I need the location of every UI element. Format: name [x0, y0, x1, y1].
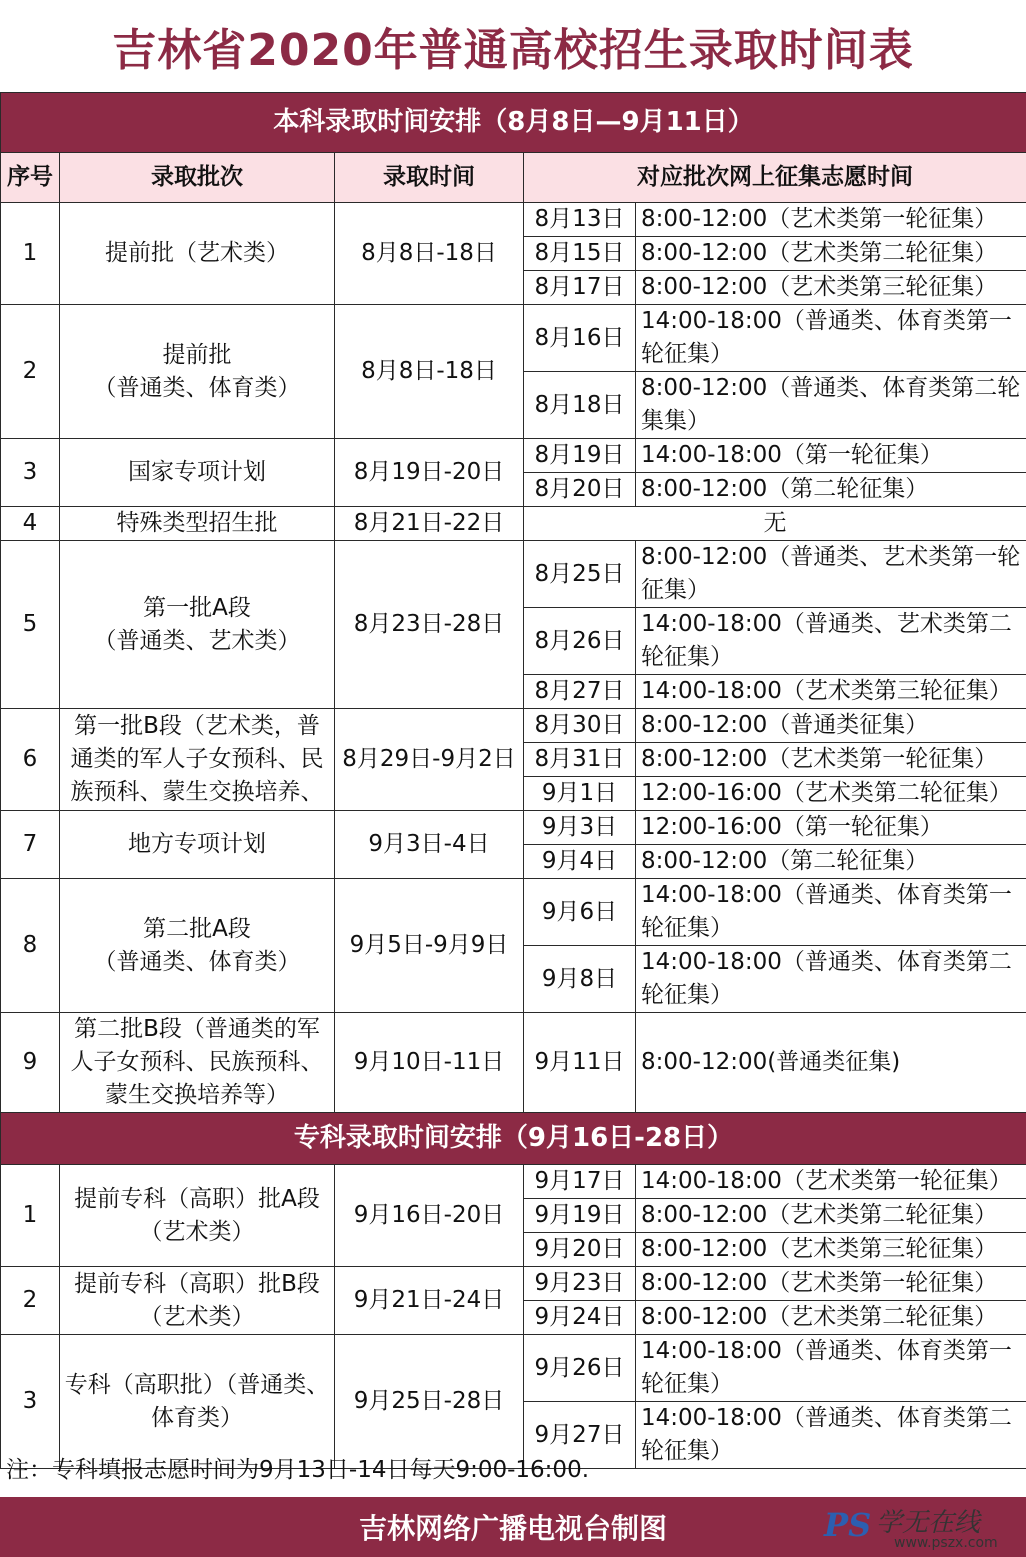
undergrad-banner-row	[1, 93, 1026, 153]
sub-detail: 8:00-12:00（普通类征集）	[636, 709, 1026, 743]
table-header-row	[1, 153, 1026, 203]
row-no: 5	[1, 541, 60, 709]
sub-date: 9月17日	[524, 1165, 636, 1199]
sub-date: 9月23日	[524, 1267, 636, 1301]
sub-date: 9月6日	[524, 879, 636, 946]
row-batch-line2: （普通类、体育类）	[93, 948, 301, 975]
row-batch: 提前批（艺术类）	[60, 203, 335, 305]
sub-detail: 8:00-12:00(普通类征集)	[636, 1013, 1026, 1113]
table-row	[1, 203, 1026, 237]
sub-detail: 8:00-12:00（艺术类第二轮征集）	[636, 1301, 1026, 1335]
sub-date: 8月15日	[524, 237, 636, 271]
row-time: 8月8日-18日	[335, 203, 524, 305]
watermark-text: 学无在线	[876, 1508, 981, 1538]
table-row	[1, 507, 1026, 541]
sub-date: 8月18日	[524, 372, 636, 439]
sub-detail: 8:00-12:00（艺术类第一轮征集）	[636, 743, 1026, 777]
watermark-logo: PS	[824, 1506, 872, 1544]
row-no: 3	[1, 1335, 60, 1469]
sub-date: 8月26日	[524, 608, 636, 675]
row-batch-line2: （普通类、艺术类）	[93, 627, 301, 654]
page-title: 吉林省2020年普通高校招生录取时间表	[112, 25, 914, 76]
row-batch	[60, 305, 335, 439]
header-seq: 序号	[1, 153, 60, 203]
row-batch: 特殊类型招生批	[60, 507, 335, 541]
table-row	[1, 439, 1026, 473]
sub-detail: 8:00-12:00（普通类、体育类第二轮集集）	[636, 372, 1026, 439]
table-row	[1, 879, 1026, 946]
table-row	[1, 541, 1026, 608]
row-batch-line2: （普通类、体育类）	[93, 374, 301, 401]
row-batch	[60, 541, 335, 709]
row-time: 8月19日-20日	[335, 439, 524, 507]
row-time: 9月16日-20日	[335, 1165, 524, 1267]
footnote: 注：专科填报志愿时间为9月13日-14日每天9:00-16:00.	[6, 1457, 590, 1483]
sub-detail: 14:00-18:00（普通类、体育类第一轮征集）	[636, 1335, 1026, 1402]
sub-detail: 8:00-12:00（艺术类第二轮征集）	[636, 237, 1026, 271]
header-online: 对应批次网上征集志愿时间	[524, 153, 1026, 203]
sub-detail: 14:00-18:00（艺术类第三轮征集）	[636, 675, 1026, 709]
row-no: 1	[1, 1165, 60, 1267]
table-row	[1, 1335, 1026, 1402]
row-time: 9月25日-28日	[335, 1335, 524, 1469]
row-no: 9	[1, 1013, 60, 1113]
junior-banner-row	[1, 1113, 1026, 1165]
sub-detail: 8:00-12:00（普通类、艺术类第一轮征集）	[636, 541, 1026, 608]
row-no: 2	[1, 1267, 60, 1335]
junior-banner: 专科录取时间安排（9月16日-28日）	[1, 1113, 1026, 1165]
row-batch: 提前专科（高职）批A段（艺术类）	[60, 1165, 335, 1267]
watermark	[824, 1502, 1020, 1554]
row-no: 4	[1, 507, 60, 541]
row-batch-text: 第一批B段（艺术类，普通类的军人子女预科、民族预科、蒙生交换培养、	[70, 713, 324, 805]
sub-detail: 8:00-12:00（第二轮征集）	[636, 473, 1026, 507]
header-batch: 录取批次	[60, 153, 335, 203]
sub-date: 9月27日	[524, 1402, 636, 1469]
row-time: 9月3日-4日	[335, 811, 524, 879]
sub-detail: 14:00-18:00（普通类、体育类第一轮征集）	[636, 879, 1026, 946]
row-time: 9月10日-11日	[335, 1013, 524, 1113]
row-time: 8月21日-22日	[335, 507, 524, 541]
table-row	[1, 305, 1026, 372]
sub-date: 9月3日	[524, 811, 636, 845]
row-batch-line1: 第一批A段	[143, 594, 251, 621]
sub-date: 8月30日	[524, 709, 636, 743]
footer-credit: 吉林网络广播电视台制图	[0, 1497, 1026, 1557]
sub-detail: 8:00-12:00（艺术类第一轮征集）	[636, 203, 1026, 237]
sub-detail: 8:00-12:00（艺术类第三轮征集）	[636, 1233, 1026, 1267]
sub-date: 9月8日	[524, 946, 636, 1013]
row-batch: 提前专科（高职）批B段（艺术类）	[60, 1267, 335, 1335]
sub-date: 8月16日	[524, 305, 636, 372]
sub-detail: 8:00-12:00（艺术类第一轮征集）	[636, 1267, 1026, 1301]
row-time: 8月29日-9月2日	[335, 709, 524, 811]
undergrad-banner: 本科录取时间安排（8月8日—9月11日）	[1, 93, 1026, 153]
row-batch	[60, 709, 335, 811]
table-row	[1, 709, 1026, 743]
header-time: 录取时间	[335, 153, 524, 203]
table-row	[1, 1013, 1026, 1113]
sub-date: 8月31日	[524, 743, 636, 777]
sub-date: 9月26日	[524, 1335, 636, 1402]
row-time: 9月5日-9月9日	[335, 879, 524, 1013]
row-time: 8月8日-18日	[335, 305, 524, 439]
sub-date: 9月20日	[524, 1233, 636, 1267]
sub-date: 9月19日	[524, 1199, 636, 1233]
sub-date: 8月20日	[524, 473, 636, 507]
row-time: 9月21日-24日	[335, 1267, 524, 1335]
table-row	[1, 1267, 1026, 1301]
sub-date: 8月19日	[524, 439, 636, 473]
sub-detail: 14:00-18:00（普通类、体育类第一轮征集）	[636, 305, 1026, 372]
sub-detail: 8:00-12:00（艺术类第二轮征集）	[636, 1199, 1026, 1233]
row-no: 8	[1, 879, 60, 1013]
sub-date: 8月17日	[524, 271, 636, 305]
row-batch: 地方专项计划	[60, 811, 335, 879]
sub-date: 8月25日	[524, 541, 636, 608]
sub-date: 9月1日	[524, 777, 636, 811]
row-no: 7	[1, 811, 60, 879]
table-row	[1, 811, 1026, 845]
row-batch-line1: 提前批	[162, 341, 232, 368]
row-no: 6	[1, 709, 60, 811]
sub-detail: 14:00-18:00（普通类、体育类第二轮征集）	[636, 1402, 1026, 1469]
row-no: 3	[1, 439, 60, 507]
watermark-url: www.pszx.com	[894, 1535, 998, 1551]
row-no: 1	[1, 203, 60, 305]
admission-schedule-table	[0, 92, 1026, 1469]
sub-date: 9月24日	[524, 1301, 636, 1335]
table-row	[1, 1165, 1026, 1199]
sub-detail: 14:00-18:00（第一轮征集）	[636, 439, 1026, 473]
row-batch: 专科（高职批）（普通类、体育类）	[60, 1335, 335, 1469]
row-batch: 第二批B段（普通类的军人子女预科、民族预科、蒙生交换培养等）	[60, 1013, 335, 1113]
row-time: 8月23日-28日	[335, 541, 524, 709]
sub-date: 9月11日	[524, 1013, 636, 1113]
sub-detail: 12:00-16:00（第一轮征集）	[636, 811, 1026, 845]
sub-detail: 12:00-16:00（艺术类第二轮征集）	[636, 777, 1026, 811]
row-no: 2	[1, 305, 60, 439]
sub-date: 9月4日	[524, 845, 636, 879]
sub-detail: 8:00-12:00（艺术类第三轮征集）	[636, 271, 1026, 305]
sub-detail: 8:00-12:00（第二轮征集）	[636, 845, 1026, 879]
sub-date: 8月13日	[524, 203, 636, 237]
sub-none: 无	[524, 507, 1026, 541]
row-batch: 国家专项计划	[60, 439, 335, 507]
row-batch-line1: 第二批A段	[143, 915, 251, 942]
sub-date: 8月27日	[524, 675, 636, 709]
sub-detail: 14:00-18:00（普通类、艺术类第二轮征集）	[636, 608, 1026, 675]
sub-detail: 14:00-18:00（普通类、体育类第二轮征集）	[636, 946, 1026, 1013]
sub-detail: 14:00-18:00（艺术类第一轮征集）	[636, 1165, 1026, 1199]
row-batch	[60, 879, 335, 1013]
